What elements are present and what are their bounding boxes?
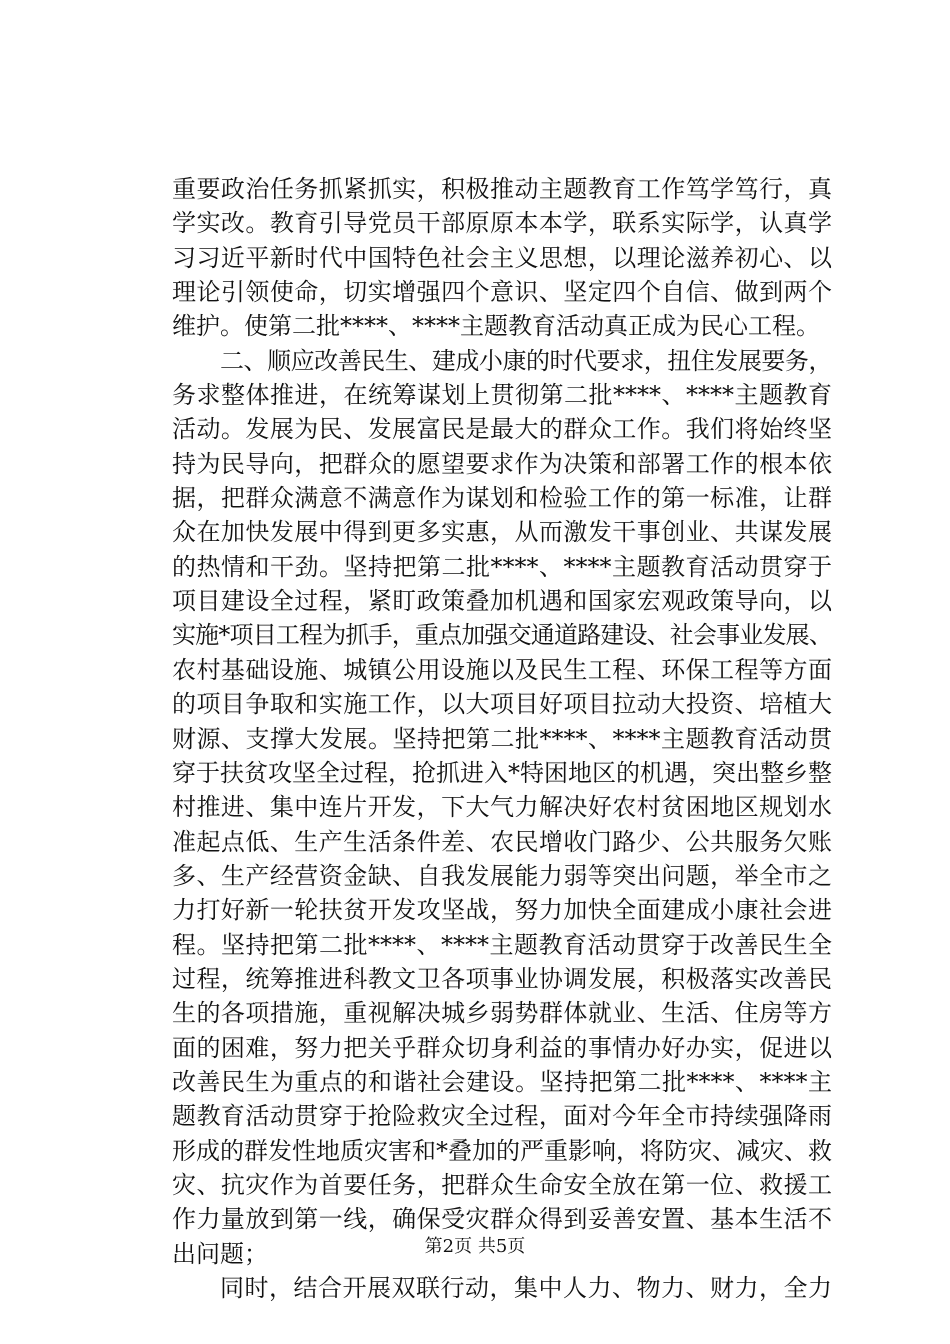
text-line: 活动。发展为民、发展富民是最大的群众工作。我们将始终坚 [172,415,832,444]
text-line: 形成的群发性地质灾害和*叠加的严重影响，将防灾、减灾、救 [172,1136,832,1165]
text-line: 持为民导向，把群众的愿望要求作为决策和部署工作的根本依 [172,449,832,478]
text-line: 项目建设全过程，紧盯政策叠加机遇和国家宏观政策导向，以 [172,587,832,616]
text-line: 准起点低、生产生活条件差、农民增收门路少、公共服务欠账 [172,827,832,856]
text-line: 财源、支撑大发展。坚持把第二批****、****主题教育活动贯 [172,724,832,753]
text-line: 作力量放到第一线，确保受灾群众得到妥善安置、基本生活不 [172,1205,832,1234]
text-line: 农村基础设施、城镇公用设施以及民生工程、环保工程等方面 [172,655,832,684]
text-line: 维护。使第二批****、****主题教育活动真正成为民心工程。 [172,312,820,341]
text-line: 生的各项措施，重视解决城乡弱势群体就业、生活、住房等方 [172,999,832,1028]
text-line: 面的困难，努力把关乎群众切身利益的事情办好办实，促进以 [172,1033,832,1062]
text-line: 题教育活动贯穿于抢险救灾全过程，面对今年全市持续强降雨 [172,1102,832,1131]
text-line: 过程，统筹推进科教文卫各项事业协调发展，积极落实改善民 [172,964,832,993]
text-line: 二、顺应改善民生、建成小康的时代要求，扭住发展要务， [220,346,832,375]
text-line: 程。坚持把第二批****、****主题教育活动贯穿于改善民生全 [172,930,832,959]
document-body [172,172,832,1305]
text-line: 穿于扶贫攻坚全过程，抢抓进入*特困地区的机遇，突出整乡整 [172,758,832,787]
text-line: 习习近平新时代中国特色社会主义思想，以理论滋养初心、以 [172,243,832,272]
text-line: 众在加快发展中得到更多实惠，从而激发干事创业、共谋发展 [172,518,832,547]
text-line: 改善民生为重点的和谐社会建设。坚持把第二批****、****主 [172,1067,832,1096]
text-line: 灾、抗灾作为首要任务，把群众生命安全放在第一位、救援工 [172,1170,832,1199]
text-line: 务求整体推进，在统筹谋划上贯彻第二批****、****主题教育 [172,381,832,410]
text-line: 重要政治任务抓紧抓实，积极推动主题教育工作笃学笃行，真 [172,175,832,203]
text-line: 同时，结合开展双联行动，集中人力、物力、财力，全力 [220,1274,832,1302]
text-line: 的项目争取和实施工作，以大项目好项目拉动大投资、培植大 [172,690,832,719]
text-line: 学实改。教育引导党员干部原原本本学，联系实际学，认真学 [172,209,832,238]
text-line: 的热情和干劲。坚持把第二批****、****主题教育活动贯穿于 [172,552,832,581]
text-line: 力打好新一轮扶贫开发攻坚战，努力加快全面建成小康社会进 [172,896,832,925]
text-line: 多、生产经营资金缺、自我发展能力弱等突出问题，举全市之 [172,861,832,890]
page-footer: 第2页 共5页 [424,1236,526,1257]
text-line: 理论引领使命，切实增强四个意识、坚定四个自信、做到两个 [172,278,832,307]
text-line: 实施*项目工程为抓手，重点加强交通道路建设、社会事业发展、 [172,621,832,650]
text-line: 村推进、集中连片开发，下大气力解决好农村贫困地区规划水 [172,793,832,822]
text-line: 据，把群众满意不满意作为谋划和检验工作的第一标准，让群 [172,484,832,513]
text-line: 出问题； [172,1239,268,1268]
